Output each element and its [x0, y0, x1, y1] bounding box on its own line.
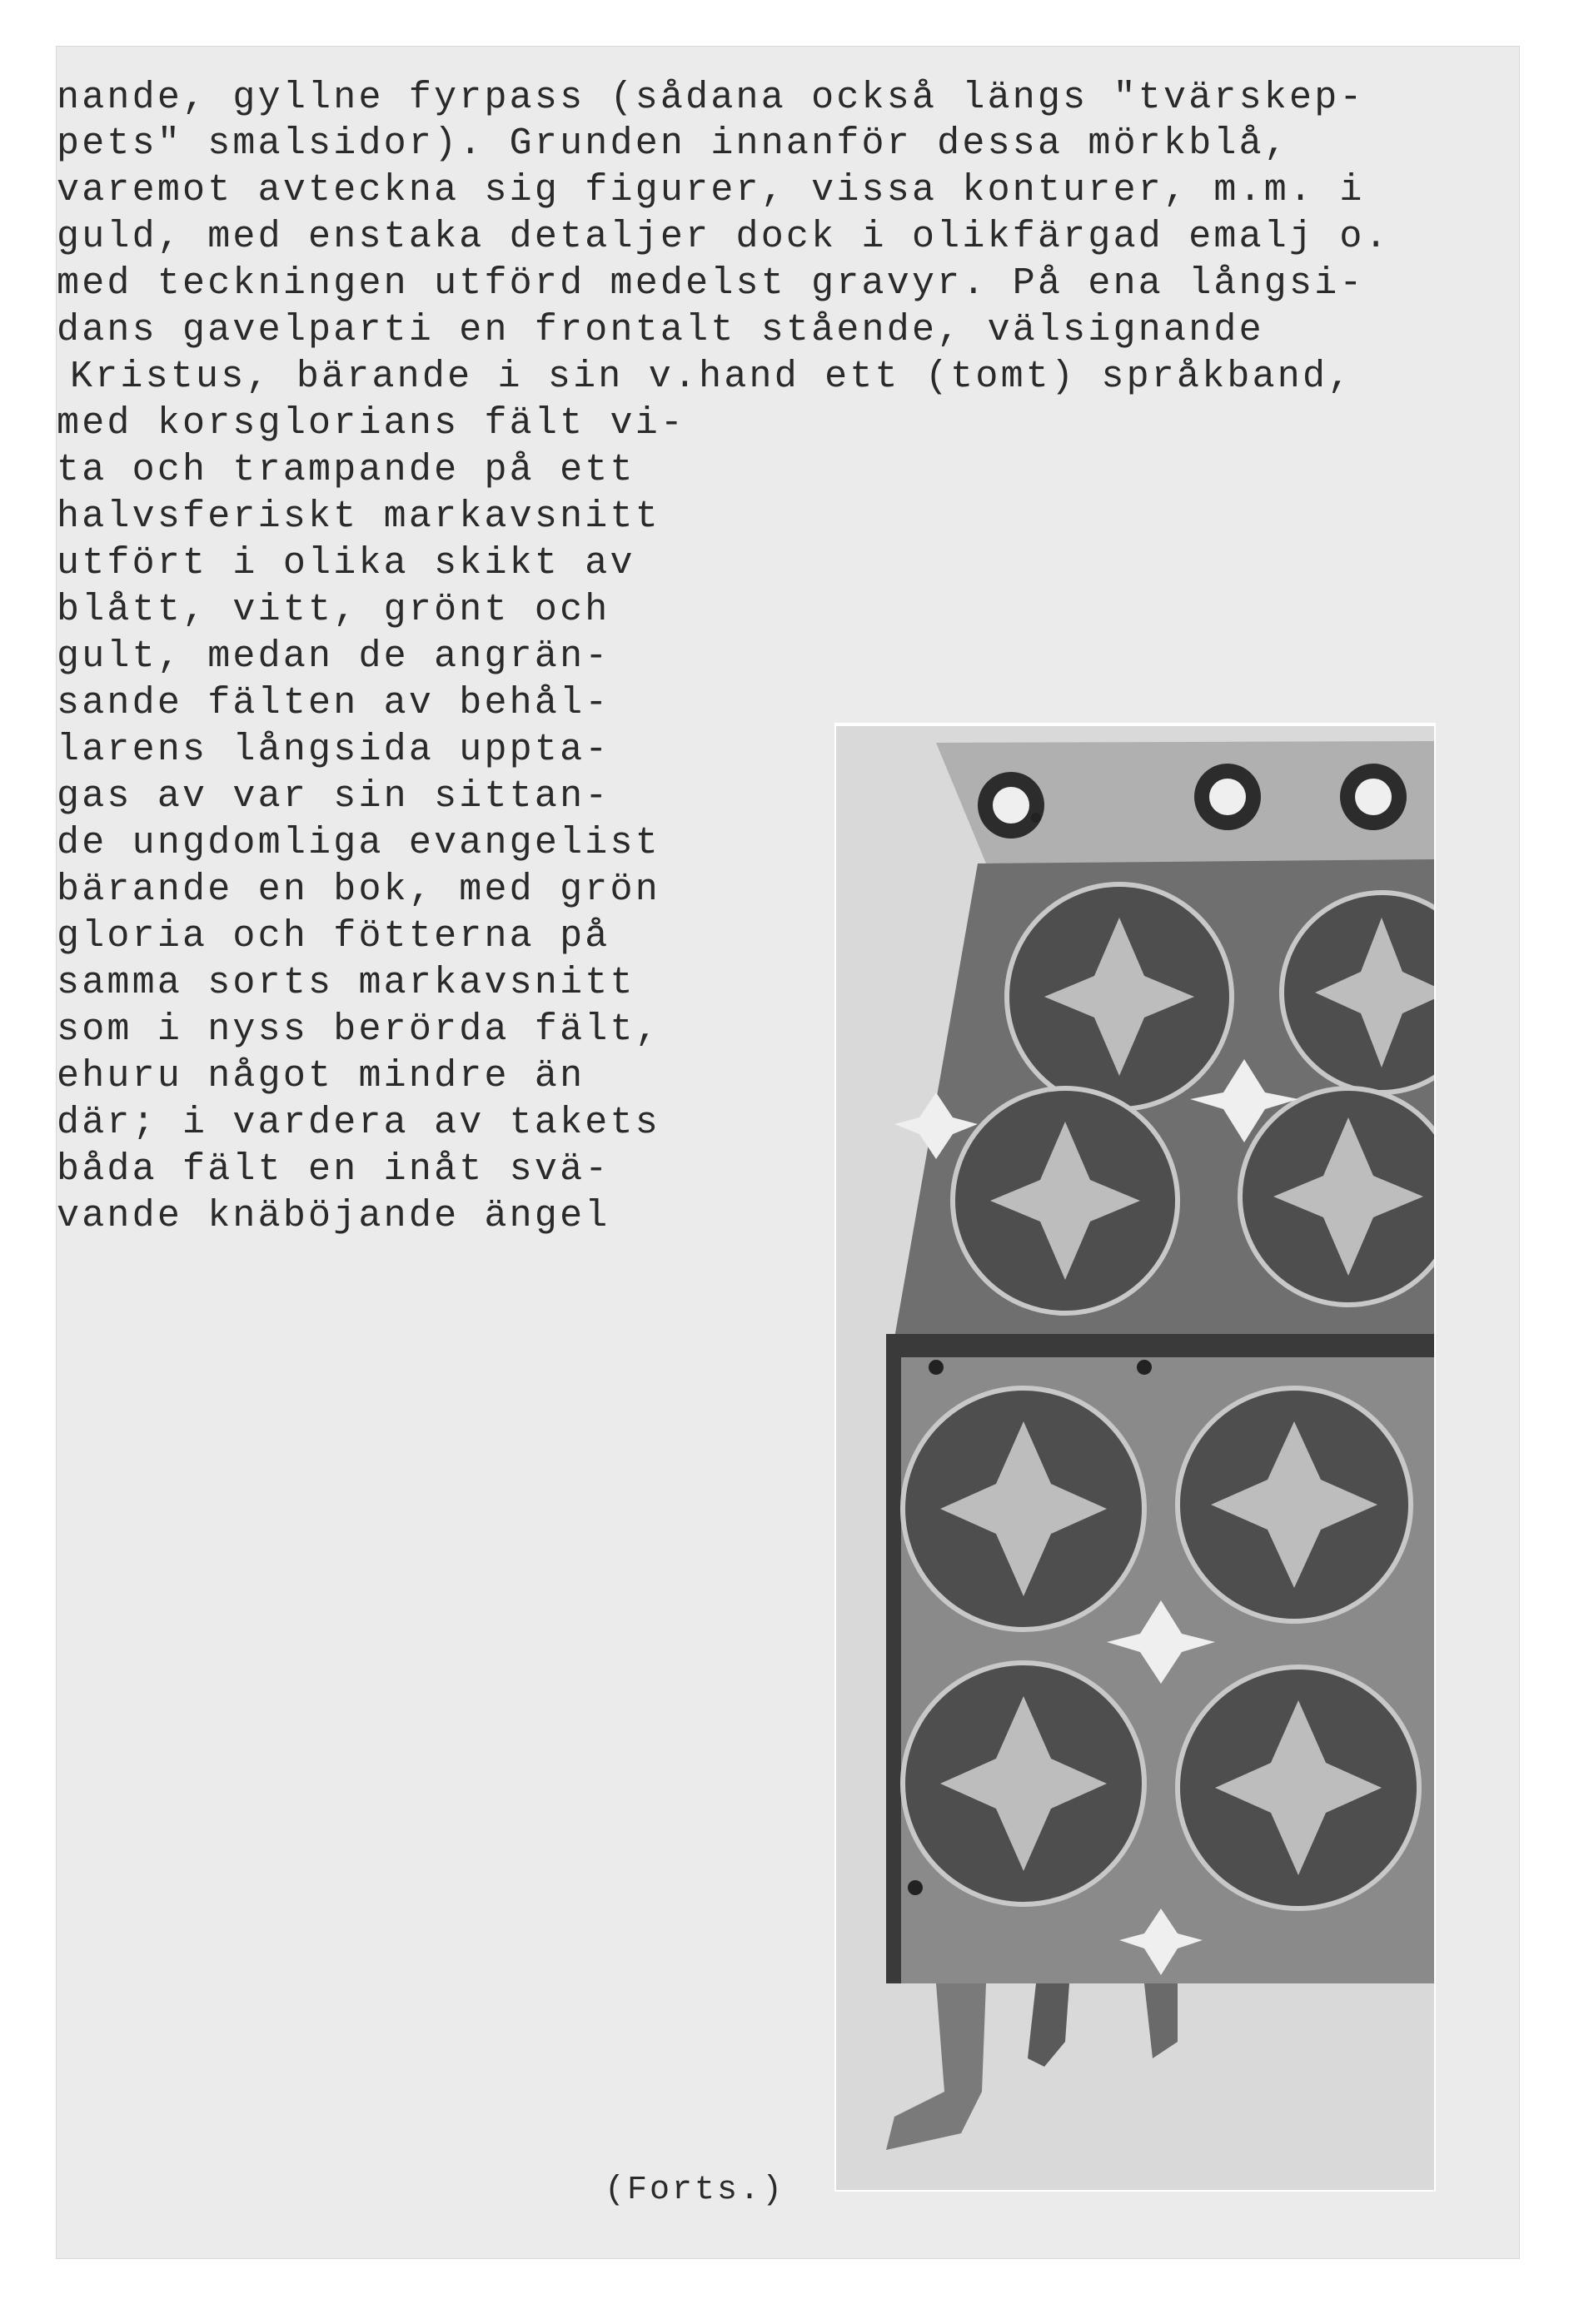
text-line: ta och trampande på ett — [57, 449, 635, 491]
text-line: sande fälten av behål- — [57, 682, 610, 724]
reliquary-photo — [836, 726, 1434, 2190]
text-line: som i nyss berörda fält, — [57, 1008, 660, 1051]
continued-note: (Forts.) — [605, 2172, 785, 2209]
text-line: dans gavelparti en frontalt stående, välsignande — [57, 309, 1264, 351]
text-line: nande, gyllne fyrpass (sådana också längs "tvärskep- — [57, 77, 1365, 119]
text-line: pets" smalsidor). Grunden innanför dessa mörkblå, — [57, 122, 1290, 165]
text-line: gult, medan de angrän- — [57, 635, 610, 678]
text-line: samma sorts markavsnitt — [57, 962, 635, 1004]
text-line: guld, med enstaka detaljer dock i olikfärgad emalj o. — [57, 216, 1390, 258]
text-line: vande knäböjande ängel — [57, 1195, 610, 1237]
text-line: med teckningen utförd medelst gravyr. På ena långsi- — [57, 262, 1365, 305]
text-line: bärande en bok, med grön — [57, 868, 660, 911]
text-line: halvsferiskt markavsnitt — [57, 495, 660, 538]
text-line: ehuru något mindre än — [57, 1055, 585, 1097]
text-line: larens långsida uppta- — [57, 729, 610, 771]
text-line: gloria och fötterna på — [57, 915, 610, 958]
text-line: båda fält en inåt svä- — [57, 1148, 610, 1191]
text-line: varemot avteckna sig figurer, vissa konturer, m.m. i — [57, 169, 1365, 211]
text-line: gas av var sin sittan- — [57, 775, 610, 818]
text-line: där; i vardera av takets — [57, 1102, 660, 1144]
text-line: utfört i olika skikt av — [57, 542, 635, 585]
text-line: med korsglorians fält vi- — [57, 402, 686, 445]
text-line: Kristus, bärande i sin v.hand ett (tomt) språkband, — [70, 356, 1353, 398]
text-line: de ungdomliga evangelist — [57, 822, 660, 864]
text-line: blått, vitt, grönt och — [57, 589, 610, 631]
